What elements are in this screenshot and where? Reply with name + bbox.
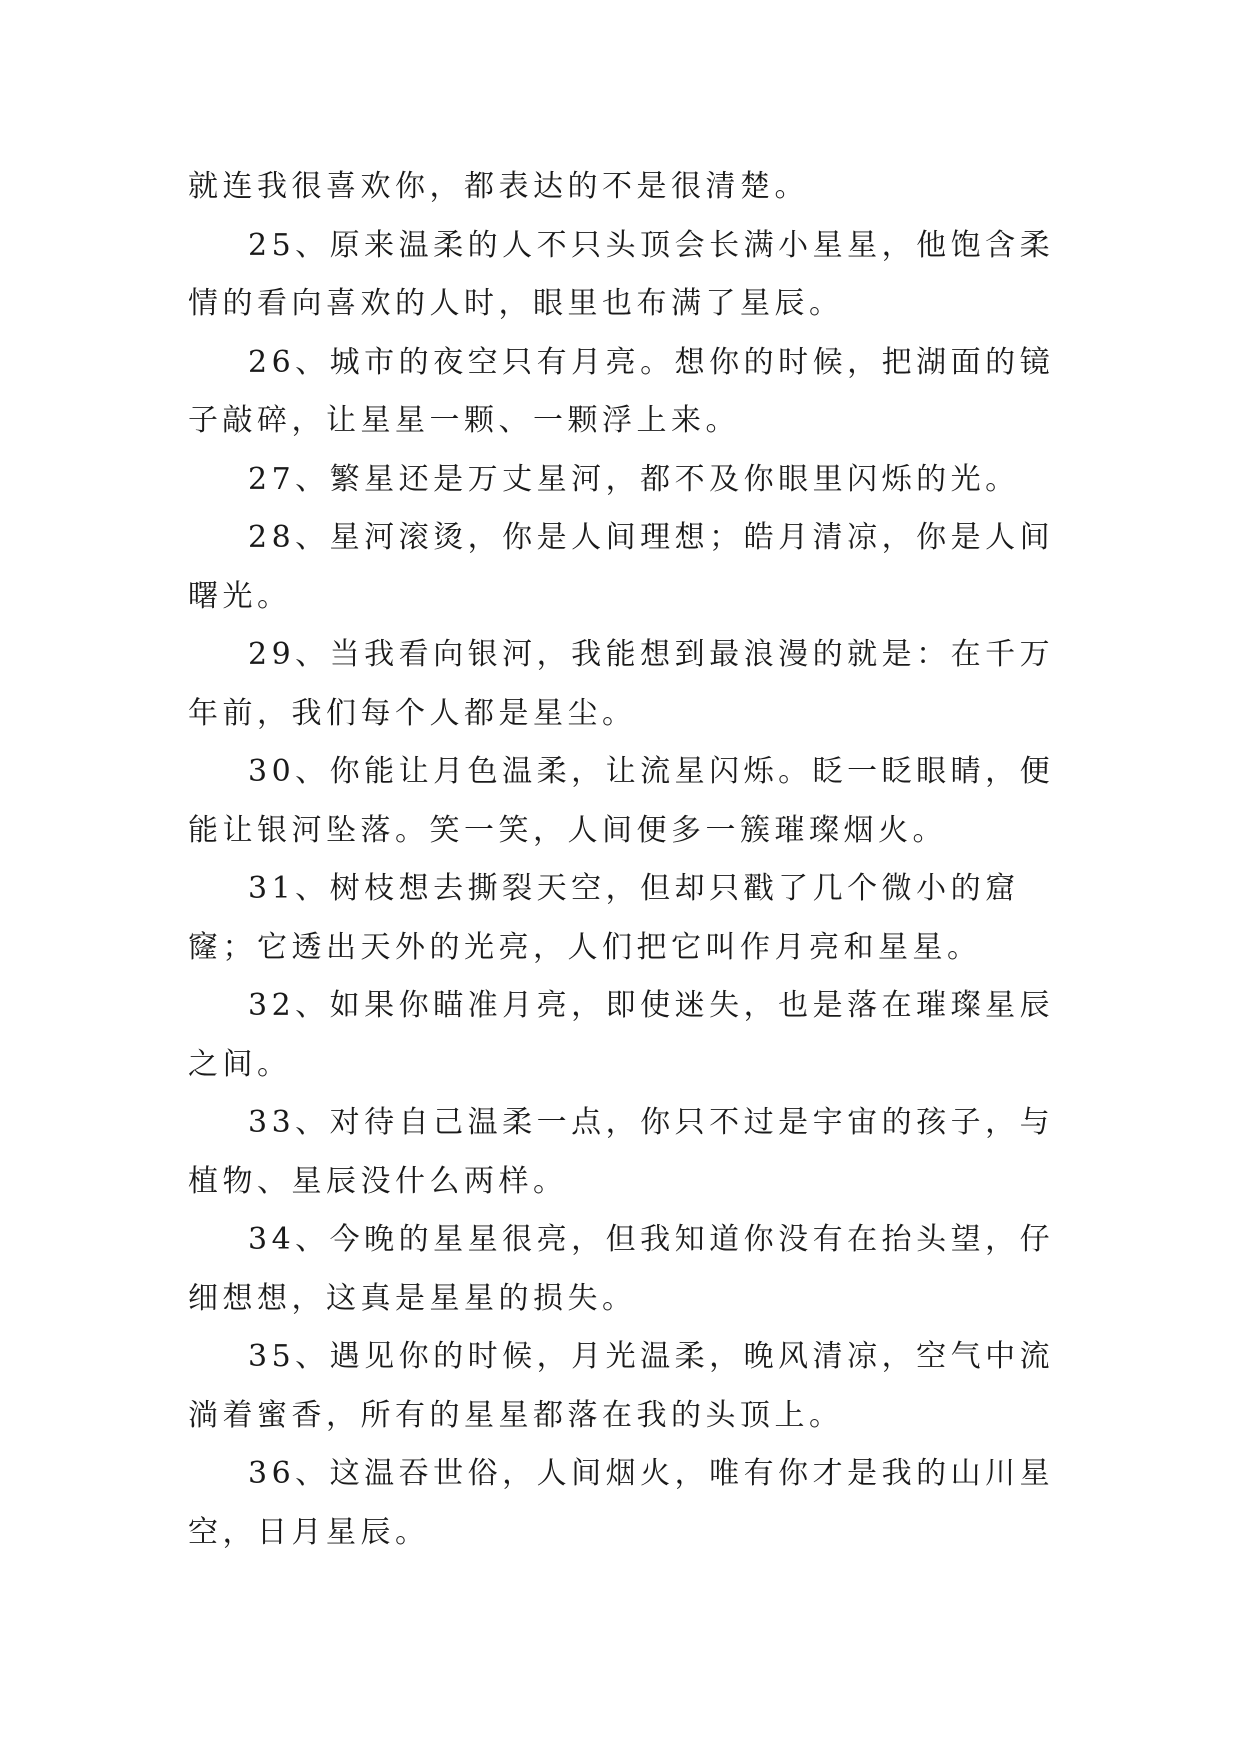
paragraph: 29、当我看向银河，我能想到最浪漫的就是：在千万年前，我们每个人都是星尘。 <box>188 637 1055 731</box>
paragraph: 32、如果你瞄准月亮，即使迷失，也是落在璀璨星辰之间。 <box>188 988 1055 1082</box>
paragraph: 31、树枝想去撕裂天空，但却只戳了几个微小的窟窿；它透出天外的光亮，人们把它叫作月亮和星星。 <box>188 871 1020 965</box>
paragraph: 28、星河滚烫，你是人间理想；皓月清凉，你是人间曙光。 <box>188 520 1055 614</box>
paragraph: 27、繁星还是万丈星河，都不及你眼里闪烁的光。 <box>248 461 1020 497</box>
paragraph: 35、遇见你的时候，月光温柔，晚风清凉，空气中流淌着蜜香，所有的星星都落在我的头顶上。 <box>188 1339 1055 1433</box>
paragraph: 30、你能让月色温柔，让流星闪烁。眨一眨眼睛，便能让银河坠落。笑一笑，人间便多一簇璀璨烟火。 <box>188 754 1055 848</box>
paragraph: 26、城市的夜空只有月亮。想你的时候，把湖面的镜子敲碎，让星星一颗、一颗浮上来。 <box>188 344 1055 438</box>
paragraph: 就连我很喜欢你，都表达的不是很清楚。 <box>188 169 809 204</box>
paragraph: 33、对待自己温柔一点，你只不过是宇宙的孩子，与植物、星辰没什么两样。 <box>188 1105 1055 1199</box>
paragraph: 25、原来温柔的人不只头顶会长满小星星，他饱含柔情的看向喜欢的人时，眼里也布满了星辰。 <box>188 227 1055 321</box>
document-body <box>188 158 1056 1562</box>
paragraph: 34、今晚的星星很亮，但我知道你没有在抬头望，仔细想想，这真是星星的损失。 <box>188 1222 1055 1316</box>
paragraph: 36、这温吞世俗，人间烟火，唯有你才是我的山川星空，日月星辰。 <box>188 1456 1055 1550</box>
